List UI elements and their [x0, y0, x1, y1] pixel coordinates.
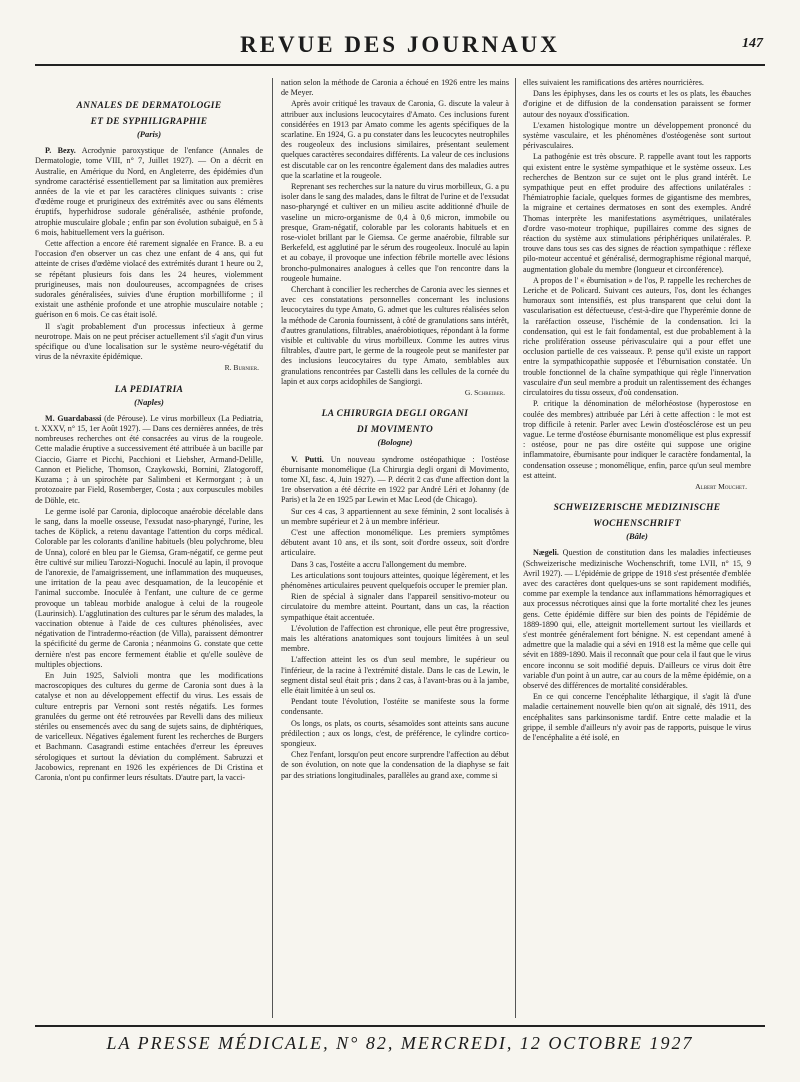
article-author: P. Bezy. [45, 146, 76, 156]
article-paragraph: P. critique la dénomination de mélorhéostose (hyperostose en coulée des membres) attribuée par Léri à cette affection : le mot est trop difficile à retenir. Parler avec Lewin d'ostéosclérose est un peu vague. Le terme d'ostéose éburnisante monomélique est plus expressif : ostéose, pour ne pas dire ostéite qui suppose une origine inflammatoire, éburnisante pour indiquer le caractère fondamental, la condensation osseuse ; monomélique, enfin, parce qu'un seul membre est atteint. [523, 399, 751, 480]
article-paragraph: Sur ces 4 cas, 3 appartiennent au sexe féminin, 2 sont localisés à un membre supérieur et 2 à un membre inférieur. [281, 506, 509, 526]
article-paragraph: L'évolution de l'affection est chronique, elle peut être progressive, mais les altérations anatomiques sont toujours limitées à un seul membre. [281, 623, 509, 654]
article-signature: Albert Mouchet. [695, 481, 747, 491]
section-title: SCHWEIZERISCHE MEDIZINISCHE [553, 503, 721, 514]
column-divider [515, 78, 516, 1018]
page-number: 147 [742, 36, 763, 51]
article-paragraph: A propos de l' « éburnisation » de l'os, P. rappelle les recherches de Leriche et de Policard. Suivant ces auteurs, l'os, dont les échanges humoraux sont intensifiés, est plus transparent que celui dont la vascularisation est défectueuse, c'est-à-dire que l'hyperémie donne de la raréfaction osseuse, l'ischémie de la condensation. Ici la condensation, qui est le fait fondamental, est due probablement à la riche prolifération osseuse périvasculaire qui a pour effet une occlusion partielle de ces vaisseaux. P. pense qu'il existe un rapport entre la sympathicopathie supposée et l'éburnisation constatée. Un trouble fonctionnel de la chaîne sympathique qui règle l'innervation vasculaire d'un seul membre a produit un ralentissement des échanges circulatoires du tissu osseux, d'où condensation. [523, 275, 751, 398]
article-paragraph: Les articulations sont toujours atteintes, quoique légèrement, et les phénomènes articulaires peuvent quelquefois occuper le premier plan. [281, 570, 509, 590]
article-paragraph: C'est une affection monomélique. Les premiers symptômes débutent avant 10 ans, et ils sont, soit d'ordre osseux, soit d'ordre articulaire. [281, 527, 509, 558]
article-paragraph: Nægeli. Question de constitution dans les maladies infectieuses (Schweizerische medizinische Wochenschrift, tome LVII, n° 15, 9 Avril 1927). — L'épidémie de grippe de 1918 s'est présentée d'emblée avec des caractères dont quelques-uns se sont rapidement modifiés, comme par exemple la tendance aux inflammations hémorragiques et aux processus nécrotiques ainsi que la forte mortalité chez les jeunes gens. Cette épidémie diffère sur bien des points de l'épidémie de 1889-1890 qui, elle, atteignit mortellement surtout les vieillards et s'est montrée généralement fort bénigne. N. est cependant amené à admettre que la maladie qui a sévi en 1918 est la même que celle qui sévit en 1889-1890. Mais il reconnaît que pour cela il faut que le virus encore inconnu se soit modifié depuis. D'ailleurs ce virus doit être variable d'un point à un autre, car au cours de la même épidémie, on a observé des différences de mortalité considérables. [523, 548, 751, 690]
article-author: M. Guardabassi [45, 413, 102, 423]
column-1 [35, 96, 263, 1036]
section-city: (Naples) [134, 396, 164, 407]
column-2 [281, 78, 509, 1018]
section-title: DI MOVIMENTO [356, 425, 434, 436]
article-paragraph: Chez l'enfant, lorsqu'on peut encore surprendre l'affection au début de son évolution, on note que la condensation de la diaphyse se fait par des striations longitudinales, parallèles au grand axe, comme si [281, 750, 509, 780]
article-paragraph: Le germe isolé par Caronia, diplocoque anaérobie décelable dans le sang, dans la moelle osseuse, l'exsudat naso-pharyngé, l'urine, les taches de Köplick, a retenu davantage l'attention du corps médical. Colorable par les colorants d'aniline habituels (bleu polychrome, bleu de Unna), coloré en bleu par le Giemsa, Gram-négatif, ce germe peut être cultivé sur milieu Tarozzi-Noguchi. Inoculé au lapin, il provoque de l'anorexie, de l'amaigrissement, une inflammation des muqueuses, une irritation de la peau avec desquamation, de la leucopénie et l'animal succombe. Inoculée à l'enfant, une culture de ce germe provoque un tableau morbide analogue à celui de la rougeole (Laurinsich). L'agglutination des cultures par le sérum des malades, la vaccination obtenue à l'aide de ces cultures phénolisées, avec négativation de l'intradermo-réaction (de Villa), paraissent démontrer la spécificité du germe de Caronia ; néanmoins G. constate que cette dernière n'est pas encore fermement établie et qu'elle soulève de multiples objections. [35, 506, 263, 669]
article-paragraph: Rien de spécial à signaler dans l'appareil sensitivo-moteur ou circulatoire du membre atteint. Pourtant, dans un cas, la réaction sympathique était accentuée. [281, 592, 509, 622]
article-signature: G. Schreiber. [464, 388, 505, 398]
article-paragraph: Os longs, os plats, os courts, sésamoïdes sont atteints sans aucune prédilection ; aux os longs, c'est, de préférence, le cylindre cortico-spongieux. [281, 718, 509, 748]
article-author: Nægeli. [533, 548, 559, 558]
article-paragraph: L'examen histologique montre un développement prononcé du système vasculaire, et les phénomènes d'ostéogenèse sont surtout périvasculaires. [523, 120, 751, 151]
journal-title: REVUE DES JOURNAUX [240, 32, 560, 57]
article-signature: R. Burnier. [224, 363, 259, 373]
article-paragraph: elles suivaient les ramifications des artères nourricières. [523, 78, 704, 87]
article-paragraph: P. Bezy. Acrodynie paroxystique de l'enfance (Annales de Dermatologie, tome VIII, n° 7, Juillet 1927). — On a décrit en Australie, en Amérique du Nord, en Angleterre, des épidémies d'un syndrome caractérisé essentiellement par sa limitation aux premières années de la vie et par les caractères cliniques suivants : crise d'œdème rouge et prurigineux des extrémités avec ou sans éléments éruptifs, hyperhidrose sudorale généralisée, asthénie profonde, atrophie musculaire globale ; enfin par son évolution subaiguë, en 5 à 6 mois, habituellement vers la guérison. [35, 146, 263, 237]
article-paragraph: Il s'agit probablement d'un processus infectieux à germe neurotrope. Mais on ne peut préciser actuellement s'il s'agit d'un virus spécifique ou d'une localisation sur le système neuro-végétatif du virus de la névraxite épidémique. [35, 321, 263, 362]
article-paragraph: Reprenant ses recherches sur la nature du virus morbilleux, G. a pu isoler dans le sang des malades, dans le filtrat de l'urine et de l'exsudat naso-pharyngé et cultiver en un milieu ascite additionné d'huile de vaseline un micro-organisme de 0,4 à 0,6 micron, immobile ou presque, Gram-négatif, colorable par les colorants habituels et en rose-violet brillant par le Giemsa. Ce germe anaérobie, filtrable sur Berkefeld, est agglutiné par le sérum des rougeoleux. Inoculé au lapin et au cobaye, il provoque une infection fébrile mortelle avec lésions broncho-pulmonaires analogues à celles que l'on rencontre dans la rougeole humaine. [281, 182, 509, 283]
article-paragraph: En Juin 1925, Salvioli montra que les modifications macroscopiques des cultures du germe de Caronia sont dues à la catalyse et non au développement effectif du virus. Les essais de culture entrepris par Vernoni sont restés négatifs. Les formes granulées du germe ont été retrouvées par Revelli dans des milieux stériles ou ensemencés avec du sang de sujets sains, de diphtériques, de varicelleux. Négatives également furent les recherches de Burgers et Bachmann. Casagrandi estime entachées d'erreur les épreuves sérologiques et surtout la déviation du complément. Sabruzzi et Jacobowics, reprenant en 1926 les expériences de Di Cristina et Caronia, n'ont pu confirmer leurs résultats. D'autre part, la vacci- [35, 670, 263, 782]
article-paragraph: L'affection atteint les os d'un seul membre, le supérieur ou l'inférieur, de la racine à l'extrémité distale. Dans le cas de Lewin, le segment distal seul était pris ; dans 2 cas, à l'avant-bras ou à la jambe, elle était limitée à un seul os. [281, 655, 509, 695]
page-header [35, 30, 765, 66]
page-footer: LA PRESSE MÉDICALE, N° 82, MERCREDI, 12 OCTOBRE 1927 [35, 1025, 765, 1054]
section-city: (Bologne) [377, 437, 413, 448]
article-paragraph: M. Guardabassi (de Pérouse). Le virus morbilleux (La Pediatria, t. XXXV, n° 15, 1er Août 1927). — Dans ces dernières années, de très nombreuses recherches ont été consacrées au virus de la rougeole. Cette maladie éruptive a successivement été attribuée à un bacille par Ciaccio, Giarre et Picchi, Pacchioni et Liebsher, Armand-Delille, Cannon et Pieliche, Thomson, Czaykowski, Bornini, Zlatogoroff, Kuzama ; à un spirochète par Salimbeni et Kermorgant ; à un protozoaire par Field, Rosemberger, Costa ; aux corpuscules mobiles de Döhle, etc. [35, 413, 263, 505]
section-title: WOCHENSCHRIFT [593, 519, 681, 530]
article-paragraph: nation selon la méthode de Caronia a échoué en 1926 entre les mains de Meyer. [281, 78, 509, 98]
article-author: V. Putti. [291, 454, 324, 464]
article-paragraph: La pathogénie est très obscure. P. rappelle avant tout les rapports qui existent entre le système sympathique et le système osseux. Les recherches de Bentzon sur ce sujet ont le plus grand intérêt. Le sympathique peut en effet produire des affections unilatérales : l'hémiatrophie faciale, quelques formes de gigantisme des membres, la migraine et certaines dermatoses en sont des exemples. André Thomas interprète les manifestations asymétriques, unilatérales d'ordre vaso-moteur trophique, pupillaires comme des signes de réaction du système aux stimulations périphériques unilatérales. P. trouve dans tous ses cas des signes de réaction sympathique : réflexe pilo-moteur accentué et généralisé, dermographisme régional marqué, augmentation globale du membre (longueur et circonférence). [523, 152, 751, 274]
section-city: (Paris) [136, 129, 162, 139]
article-paragraph: Pendant toute l'évolution, l'ostéite se manifeste sous la forme condensante. [281, 697, 509, 717]
article-paragraph: Cette affection a encore été rarement signalée en France. B. a eu l'occasion d'en observer un cas chez une enfant de 4 ans, qui fut atteinte de crises d'œdème violacé des extrémités durant 1 heure ou 2, se répétant plusieurs fois dans les 24 heures, violemment prurigineuses, mais non douloureuses, accompagnées de crises sudorales généralisées, suivies d'une éruption morbilliforme ; il existait une asthénie profonde et une atrophie musculaire notable ; guérison en 6 mois. Ce cas était isolé. [35, 239, 263, 320]
section-title: ANNALES DE DERMATOLOGIE [76, 101, 222, 111]
section-city: (Bâle) [626, 531, 648, 542]
article-paragraph: En ce qui concerne l'encéphalite léthargique, il s'agit là d'une maladie certainement nouvelle bien qu'on ait signalé, dès 1911, des encéphalites sans parkinsonisme tardif. Entre cette maladie et la grippe, il semble d'ailleurs n'y avoir pas de rapports, puisque le virus de l'encéphalite a été isolé, en [523, 692, 751, 742]
article-paragraph: Cherchant à concilier les recherches de Caronia avec les siennes et avec ces constatations personnelles concernant les inclusions leucocytaires du type Amato, G. admet que les cultures réalisées selon la méthode de Caronia fournissent, à côté de granulations sans intérêt, d'autres granulations, filtrables, anaérobiotiques, répondant à la forme visible et cultivable du virus morbilleux. Comme les autres virus filtrables, d'autre part, le germe de la rougeole peut se manifester par des inclusions leucocytaires du type Amato, semblables aux granulations rencontrées par Castelli dans les cellules de la cornée du lapin et aux corps acidophiles de Sangiorgi. [281, 285, 509, 386]
section-title: LA CHIRURGIA DEGLI ORGANI [321, 409, 469, 420]
article-paragraph: V. Putti. Un nouveau syndrome ostéopathique : l'ostéose éburnisante monomélique (La Chirurgia degli organi di Movimento, tome XI, fasc. 4, Juin 1927). — P. décrit 2 cas d'une affection dont la 1re observation a été décrite en 1922 par André Léri et Johanny (de Paris) et la 2e en 1925 par Lewin et Mac Leod (de Chicago). [281, 454, 509, 505]
column-divider [272, 78, 273, 1018]
column-3 [523, 78, 751, 1018]
article-paragraph: Après avoir critiqué les travaux de Caronia, G. discute la valeur à attribuer aux inclusions leucocytaires d'Amato. Ces inclusions furent considérées en 1913 par Amato comme les agents spécifiques de la scarlatine. En 1924, G. a pu constater dans les leucocytes neutrophiles des rougeoleux des inclusions similaires, présentant seulement quelques caractères secondaires différents. La valeur de ces inclusions est discutable car on les rencontre également dans des maladies autres que la scarlatine et la rougeole. [281, 99, 509, 180]
section-title: LA PEDIATRIA [114, 384, 184, 395]
section-title: ET DE SYPHILIGRAPHIE [90, 117, 208, 127]
article-paragraph: Dans 3 cas, l'ostéite a accru l'allongement du membre. [291, 559, 467, 569]
article-paragraph: Dans les épiphyses, dans les os courts et les os plats, les ébauches d'origine et de diffusion de la condensation paraissent se former autour des noyaux d'ossification. [523, 89, 751, 119]
